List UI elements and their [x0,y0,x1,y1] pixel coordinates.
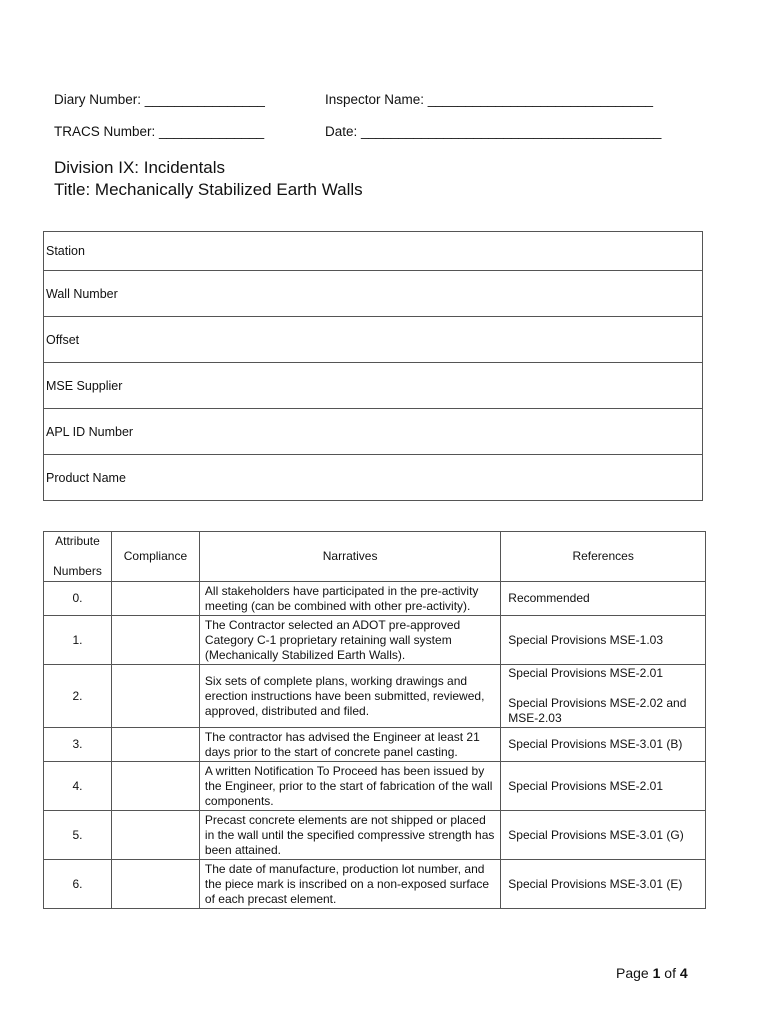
compliance-header: Compliance [111,532,199,582]
info-label: Offset [44,317,703,363]
table-row [44,665,706,728]
reference-cell: Special Provisions MSE-3.01 (G) [501,811,706,860]
narrative-cell: All stakeholders have participated in the pre-activity meeting (can be combined with other pre-activity). [199,582,500,616]
compliance-cell[interactable] [111,728,199,762]
table-row [44,616,706,665]
reference-cell: Special Provisions MSE-2.01 Special Provisions MSE-2.02 and MSE-2.03 [501,665,706,728]
table-row [44,728,706,762]
attributes-table [43,531,706,909]
attribute-number: 0. [44,582,112,616]
info-row-apl-id-number[interactable] [44,409,703,455]
table-header-row [44,532,706,582]
compliance-cell[interactable] [111,811,199,860]
diary-number-field[interactable]: Diary Number: ________________ [54,92,265,107]
table-row [44,762,706,811]
references-header: References [501,532,706,582]
info-row-product-name[interactable] [44,455,703,501]
narrative-cell: Six sets of complete plans, working drawings and erection instructions have been submitted, reviewed, approved, distributed and filed. [199,665,500,728]
attribute-number: 3. [44,728,112,762]
site-info-table [43,231,703,501]
narrative-cell: A written Notification To Proceed has been issued by the Engineer, prior to the start of fabrication of the wall components. [199,762,500,811]
info-row-offset[interactable] [44,317,703,363]
reference-cell: Special Provisions MSE-1.03 [501,616,706,665]
page-total: 4 [679,965,688,981]
info-label: Station [44,232,703,271]
narrative-cell: The contractor has advised the Engineer at least 21 days prior to the start of concrete panel casting. [199,728,500,762]
reference-cell: Special Provisions MSE-3.01 (B) [501,728,706,762]
compliance-cell[interactable] [111,860,199,909]
compliance-cell[interactable] [111,762,199,811]
info-label: Wall Number [44,271,703,317]
reference-cell: Special Provisions MSE-2.01 [501,762,706,811]
inspector-name-field[interactable]: Inspector Name: ______________________________ [325,92,654,107]
division-heading: Division IX: Incidentals [54,158,226,177]
info-row-station[interactable] [44,232,703,271]
page-label: Page [616,965,653,981]
attribute-number: 4. [44,762,112,811]
attribute-number: 2. [44,665,112,728]
reference-cell: Special Provisions MSE-3.01 (E) [501,860,706,909]
tracs-number-field[interactable]: TRACS Number: ______________ [54,124,265,139]
document-title: Title: Mechanically Stabilized Earth Walls [54,180,363,199]
attribute-number: 6. [44,860,112,909]
compliance-cell[interactable] [111,582,199,616]
table-row [44,860,706,909]
page-current: 1 [652,965,661,981]
attribute-numbers-header: Attribute Numbers [44,532,112,582]
attribute-number: 1. [44,616,112,665]
info-label: APL ID Number [44,409,703,455]
compliance-cell[interactable] [111,665,199,728]
compliance-cell[interactable] [111,616,199,665]
narrative-cell: Precast concrete elements are not shipped or placed in the wall until the specified compressive strength has been attained. [199,811,500,860]
reference-cell: Recommended [501,582,706,616]
info-label: Product Name [44,455,703,501]
narrative-cell: The Contractor selected an ADOT pre-approved Category C-1 proprietary retaining wall system (Mechanically Stabilized Earth Walls). [199,616,500,665]
narratives-header: Narratives [199,532,500,582]
attribute-number: 5. [44,811,112,860]
table-row [44,811,706,860]
narrative-cell: The date of manufacture, production lot number, and the piece mark is inscribed on a non-exposed surface of each precast element. [199,860,500,909]
page-of: of [660,965,680,981]
table-row [44,582,706,616]
info-row-wall-number[interactable] [44,271,703,317]
date-field[interactable]: Date: ________________________________________ [325,124,662,139]
info-label: MSE Supplier [44,363,703,409]
info-row-mse-supplier[interactable] [44,363,703,409]
page-number [616,965,688,981]
